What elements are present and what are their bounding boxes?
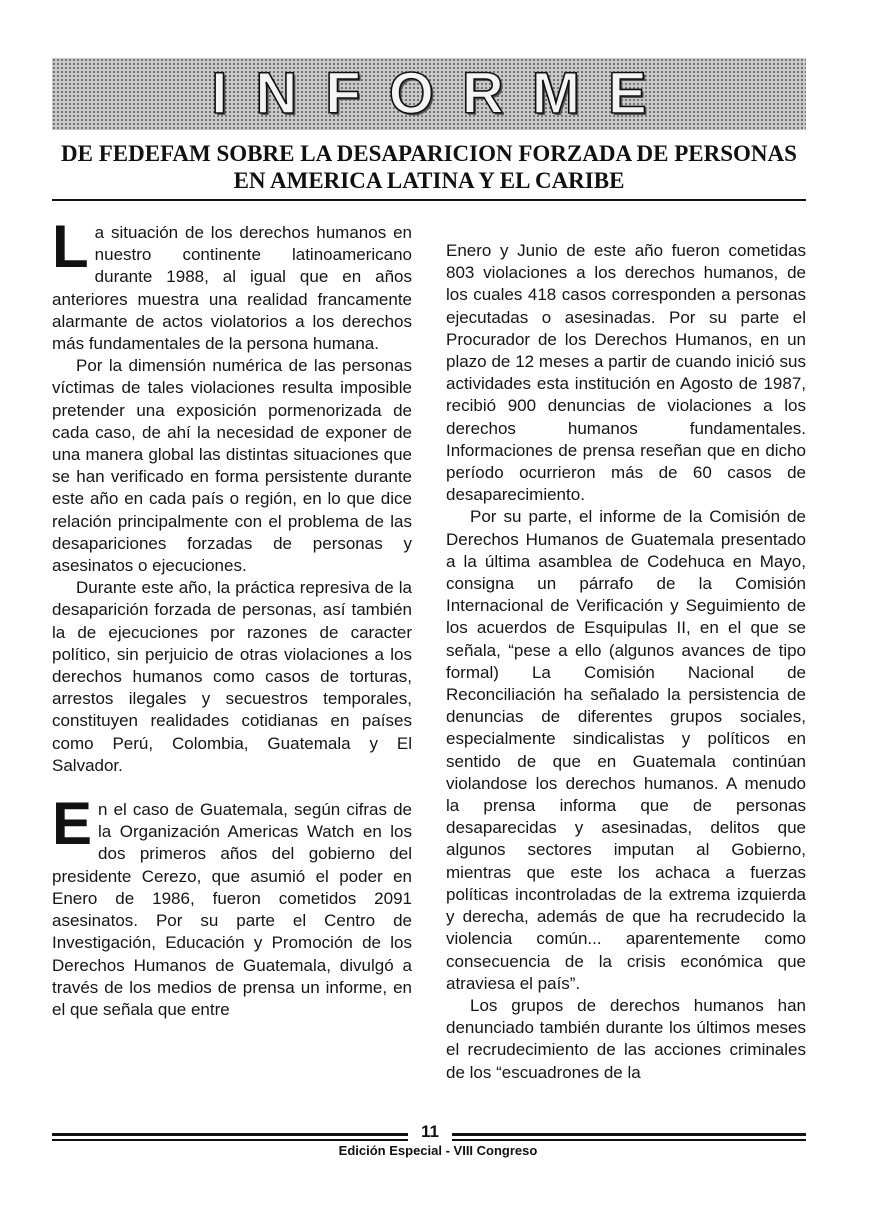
drop-cap-l: L [52, 213, 89, 280]
paragraph-groups: Los grupos de derechos humanos han denunciado también durante los últimos meses el recrudecimiento de las acciones criminales de los “escuadrones de la [446, 995, 806, 1082]
paragraph-intro [52, 213, 412, 355]
left-column [52, 213, 412, 1021]
paragraph-guatemala [52, 790, 412, 1021]
banner-word: INFORME [211, 61, 675, 126]
paragraph-dimension: Por la dimensión numérica de las personas víctimas de tales violaciones resulta imposible pretender una exposición pormenorizada de cada caso, de ahí la necesidad de exponer de una manera global las distintas situaciones que se han verificado en forma persistente durante este año en cada país o región, en lo que dice relación principalmente con el problema de las desapariciones forzadas de personas y asesinatos o ejecuciones. [52, 356, 412, 576]
paragraph-commission: Por su parte, el informe de la Comisión de Derechos Humanos de Guatemala presentado a la última asamblea de Codehuca en Mayo, consigna un párrafo de la Comisión Internacional de Verificación y Seguimiento de los acuerdos de Esquipulas II, en el que se señala, “pese a ello (algunos avances de tipo formal) La Comisión Nacional de Reconciliación ha señalado la persistencia de denuncias de diferentes grupos sociales, especialmente sindicalistas y políticos en sentido de que en Guatemala continúan violandose los derechos humanos. A menudo la prensa informa que de personas desaparecidas y asesinadas, delitos que algunos sectores imputan al Gobierno, mientras que este los achaca a fuerzas políticas incontroladas de la extrema izquierda y derecha, además de que ha recrudecido la violencia común... aparentemente como consecuencia de la crisis económica que atraviesa el país”. [446, 507, 806, 993]
headline-line-1: DE FEDEFAM SOBRE LA DESAPARICION FORZADA DE PERSONAS [61, 141, 797, 166]
drop-cap-e: E [52, 790, 93, 858]
edition-label: Edición Especial - VIII Congreso [338, 1143, 538, 1158]
right-column [446, 240, 806, 1084]
paragraph-violations: Enero y Junio de este año fueron cometidas 803 violaciones a los derechos humanos, de los cuales 418 casos corresponden a personas ejecutadas o asesinadas. Por su parte el Procurador de los Derechos Humanos, en un plazo de 12 meses a partir de cuando inició sus actividades esta institución en Agosto de 1987, recibió 900 denuncias de violaciones a los derechos humanos fundamentales. Informaciones de prensa reseñan que en dicho período ocurrieron más de 60 casos de desaparecimiento. [446, 241, 806, 505]
headline [52, 140, 806, 194]
page-number: 11 [408, 1122, 452, 1142]
informe-banner [52, 58, 806, 130]
headline-rule [52, 199, 806, 201]
paragraph-intro-text: a situación de los derechos humanos en nuestro continente latinoamericano durante 1988, al igual que en años anteriores muestra una realidad francamente alarmante de actos violatorios a los derechos más fundamentales de la persona humana. [52, 223, 412, 354]
headline-line-2: EN AMERICA LATINA Y EL CARIBE [233, 168, 625, 193]
paragraph-guatemala-text: n el caso de Guatemala, según cifras de la Organización Americas Watch en los dos primeros años del gobierno del presidente Cerezo, que asumió el poder en Enero de 1986, fueron cometidos 2091 asesinatos. Por su parte el Centro de Investigación, Educación y Promoción de los Derechos Humanos de Guatemala, divulgó a través de los medios de prensa un informe, en el que señala que entre [52, 800, 412, 1019]
paragraph-repression: Durante este año, la práctica represiva de la desaparición forzada de personas, así también la de ejecuciones por razones de caracter político, sin perjuicio de otras violaciones a los derechos humanos como casos de torturas, arrestos ilegales y secuestros temporales, constituyen realidades cotidianas en países como Perú, Colombia, Guatemala y El Salvador. [52, 578, 412, 775]
